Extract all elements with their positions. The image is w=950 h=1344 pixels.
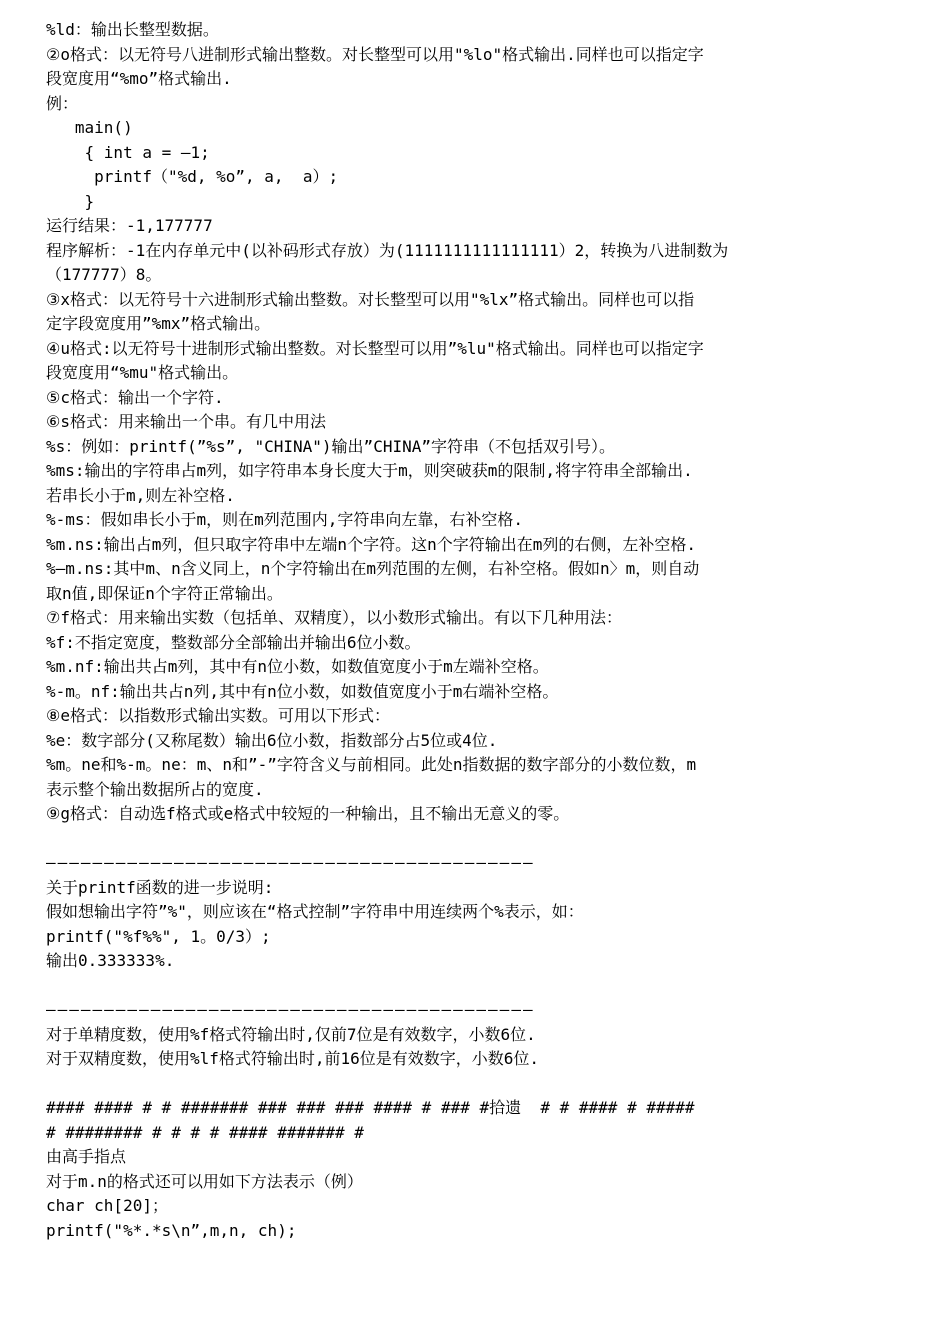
blank-line xyxy=(46,827,926,852)
text-line: %—m.ns:其中m、n含义同上，n个字符输出在m列范围的左侧，右补空格。假如n〉m，则自动 xyxy=(46,559,700,578)
document-body xyxy=(46,18,926,1243)
text-line: %s：例如：printf(”%s”, "CHINA")输出”CHINA”字符串（不包括双引号）。 xyxy=(46,436,615,456)
text-line: ⑥s格式：用来输出一个串。有几中用法 xyxy=(46,412,326,431)
text-line: 表示整个输出数据所占的宽度. xyxy=(46,779,264,799)
text-line: ⑧e格式：以指数形式输出实数。可用以下形式： xyxy=(46,706,390,725)
text-line: 取n值,即保证n个字符正常输出。 xyxy=(46,583,283,603)
text-line: 段宽度用“%mu"格式输出。 xyxy=(46,363,239,382)
code-line: printf("%f%%", 1。0/3）; xyxy=(46,926,271,946)
divider-rule: —————————————————————————————————————————— xyxy=(46,853,535,872)
text-line: ⑦f格式：用来输出实数（包括单、双精度），以小数形式输出。有以下几种用法： xyxy=(46,608,622,627)
text-line: 假如想输出字符”%"，则应该在“格式控制”字符串中用连续两个%表示，如： xyxy=(46,902,584,921)
blank-line xyxy=(46,974,926,999)
text-line: 对于双精度数，使用%lf格式符输出时,前16位是有效数字，小数6位. xyxy=(46,1049,540,1068)
text-line: %ms:输出的字符串占m列，如字符串本身长度大于m，则突破获m的限制,将字符串全部输出. xyxy=(46,461,693,480)
text-line: 由高手指点 xyxy=(46,1147,127,1166)
text-line: %f:不指定宽度，整数部分全部输出并输出6位小数。 xyxy=(46,632,421,652)
text-line: %e：数字部分(又称尾数）输出6位小数，指数部分占5位或4位. xyxy=(46,730,498,750)
code-line: printf("%*.*s\n”,m,n, ch); xyxy=(46,1220,297,1240)
code-line: char ch[20]； xyxy=(46,1196,168,1215)
text-line: %m。ne和%-m。ne：m、n和”-”字符含义与前相同。此处n指数据的数字部分的小数位数，m xyxy=(46,755,697,774)
text-line: ⑤c格式：输出一个字符. xyxy=(46,387,224,407)
text-line: 定字段宽度用”%mx”格式输出。 xyxy=(46,314,271,333)
text-line: %-ms：假如串长小于m，则在m列范围内,字符串向左靠，右补空格. xyxy=(46,510,524,529)
text-line: 对于m.n的格式还可以用如下方法表示（例） xyxy=(46,1171,363,1191)
text-line: ②o格式：以无符号八进制形式输出整数。对长整型可以用"%lo"格式输出.同样也可以指定字 xyxy=(46,44,704,64)
text-line: （177777）8。 xyxy=(46,265,162,284)
text-line: 段宽度用“%mo”格式输出. xyxy=(46,69,232,88)
hash-separator: #### #### # # ####### ### ### ### #### # ### #拾遗 # # #### # ##### xyxy=(46,1098,695,1117)
text-line: ④u格式:以无符号十进制形式输出整数。对长整型可以用”%lu"格式输出。同样也可以指定字 xyxy=(46,338,704,358)
text-line: %m.nf:输出共占m列，其中有n位小数，如数值宽度小于m左端补空格。 xyxy=(46,657,549,676)
code-line: { int a = —1; xyxy=(46,142,210,162)
code-line: printf（"%d, %o”, a, a）; xyxy=(46,167,339,186)
blank-line xyxy=(46,1072,926,1097)
text-line: 程序解析：-1在内存单元中(以补码形式存放）为(1111111111111111）2，转换为八进制数为 xyxy=(46,240,729,260)
text-line: %ld：输出长整型数据。 xyxy=(46,20,219,39)
divider-rule: —————————————————————————————————————————— xyxy=(46,1000,535,1019)
text-line: %m.ns:输出占m列，但只取字符串中左端n个字符。这n个字符输出在m列的右侧，左补空格. xyxy=(46,534,696,554)
code-line: main() xyxy=(46,118,133,137)
text-line: %-m。nf:输出共占n列,其中有n位小数，如数值宽度小于m右端补空格。 xyxy=(46,681,559,701)
text-line: ③x格式：以无符号十六进制形式输出整数。对长整型可以用"%lx”格式输出。同样也可以指 xyxy=(46,289,695,309)
text-line: 例： xyxy=(46,93,79,113)
text-line: ⑨g格式：自动选f格式或e格式中较短的一种输出，且不输出无意义的零。 xyxy=(46,804,570,823)
text-line: 运行结果：-1,177777 xyxy=(46,216,213,235)
text-line: 若串长小于m,则左补空格. xyxy=(46,485,235,505)
text-line: 对于单精度数，使用%f格式符输出时,仅前7位是有效数字，小数6位. xyxy=(46,1024,536,1044)
code-line: } xyxy=(46,191,95,211)
text-line: 关于printf函数的进一步说明: xyxy=(46,877,274,897)
hash-separator: # ######## # # # # #### ####### # xyxy=(46,1122,364,1142)
text-line: 输出0.333333%. xyxy=(46,951,175,970)
